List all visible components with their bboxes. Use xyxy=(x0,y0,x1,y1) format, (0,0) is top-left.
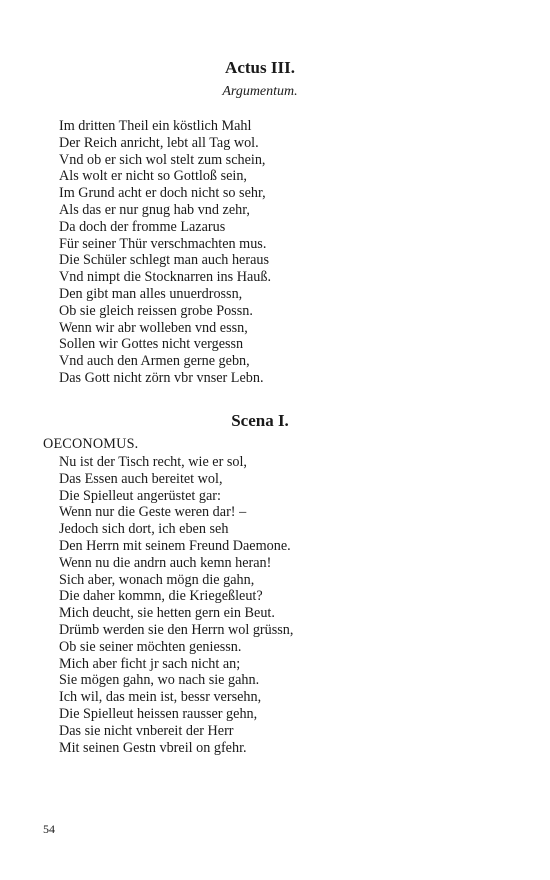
verse-line: Wenn nu die andrn auch kemn heran! xyxy=(59,554,272,571)
argumentum-subtitle: Argumentum. xyxy=(222,84,298,99)
verse-line: Vnd auch den Armen gerne gebn, xyxy=(59,353,250,370)
verse-line: Das sie nicht vnbereit der Herr xyxy=(59,722,234,739)
verse-line: Mit seinen Gestn vbreil on gfehr. xyxy=(59,739,247,756)
verse-line: Als das er nur gnug hab vnd zehr, xyxy=(59,201,250,218)
verse-line: Wenn wir abr wolleben vnd essn, xyxy=(59,319,248,336)
verse-line: Die Spielleut angerüstet gar: xyxy=(59,487,221,504)
verse-line: Da doch der fromme Lazarus xyxy=(59,218,226,235)
verse-line: Den gibt man alles unuerdrossn, xyxy=(59,285,243,302)
verse-line: Das Gott nicht zörn vbr vnser Lebn. xyxy=(59,369,264,386)
speaker-name: OECONOMUS. xyxy=(43,436,139,452)
verse-line: Vnd nimpt die Stocknarren ins Hauß. xyxy=(59,269,271,286)
verse-line: Im Grund acht er doch nicht so sehr, xyxy=(59,185,266,202)
verse-line: Sich aber, wonach mögn die gahn, xyxy=(59,571,255,588)
scene-title: Scena I. xyxy=(231,411,289,430)
verse-line: Mich deucht, sie hetten gern ein Beut. xyxy=(59,605,275,622)
argument-verses xyxy=(59,118,271,387)
verse-line: Sie mögen gahn, wo nach sie gahn. xyxy=(59,672,260,689)
verse-line: Die Spielleut heissen rausser gehn, xyxy=(59,705,258,722)
verse-line: Sollen wir Gottes nicht vergessn xyxy=(59,336,244,353)
verse-line: Das Essen auch bereitet wol, xyxy=(59,470,223,487)
verse-line: Ich wil, das mein ist, bessr versehn, xyxy=(59,689,262,706)
verse-line: Der Reich anricht, lebt all Tag wol. xyxy=(59,134,259,151)
verse-line: Die Schüler schlegt man auch heraus xyxy=(59,252,269,269)
verse-line: Im dritten Theil ein köstlich Mahl xyxy=(59,118,252,134)
verse-line: Ob sie gleich reissen grobe Possn. xyxy=(59,302,253,319)
verse-line: Jedoch sich dort, ich eben seh xyxy=(59,521,229,538)
verse-line: Wenn nur die Geste weren dar! – xyxy=(59,504,247,521)
verse-line: Vnd ob er sich wol stelt zum schein, xyxy=(59,151,266,168)
page-number: 54 xyxy=(43,822,55,836)
verse-line: Ob sie seiner möchten geniessn. xyxy=(59,638,242,655)
verse-line: Für seiner Thür verschmachten mus. xyxy=(59,235,267,252)
scene-verses xyxy=(59,454,293,756)
verse-line: Drümb werden sie den Herrn wol grüssn, xyxy=(59,621,294,638)
verse-line: Als wolt er nicht so Gottloß sein, xyxy=(59,168,247,185)
act-title-text: Actus III. xyxy=(225,58,295,77)
verse-line: Nu ist der Tisch recht, wie er sol, xyxy=(59,454,247,470)
verse-line: Den Herrn mit seinem Freund Daemone. xyxy=(59,537,291,554)
verse-line: Die daher kommn, die Kriegeßleut? xyxy=(59,588,263,605)
verse-line: Mich aber ficht jr sach nicht an; xyxy=(59,655,241,672)
act-title xyxy=(0,58,520,78)
